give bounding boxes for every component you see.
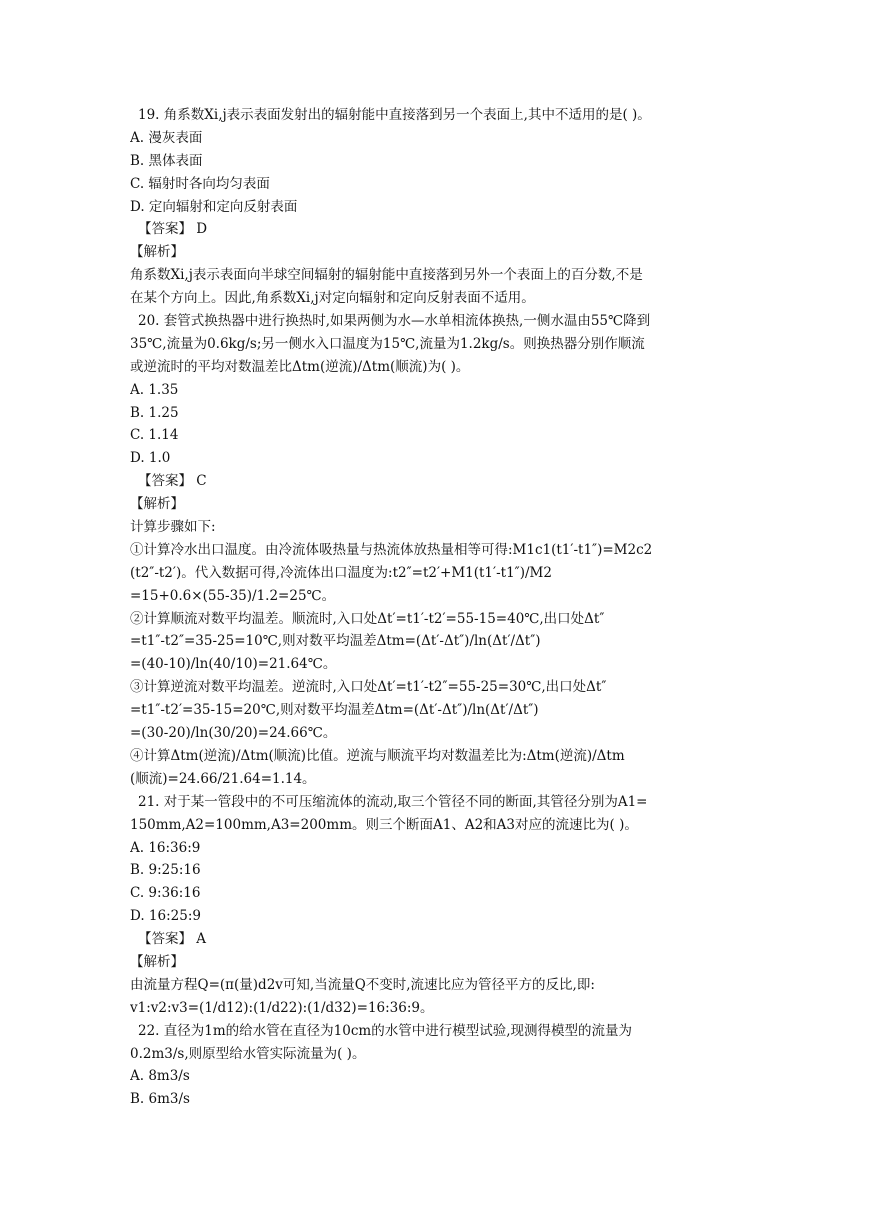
text-line: 由流量方程Q=(π(量)d2v可知,当流量Q不变时,流速比应为管径平方的反比,即: — [130, 976, 595, 993]
option-line: A. 1.35 — [130, 381, 179, 398]
text-line: 150mm,A2=100mm,A3=200mm。则三个断面A1、A2和A3对应的流速比为( )。 — [130, 816, 638, 833]
option-line: C. 辐射时各向均匀表面 — [130, 175, 270, 192]
analysis-heading: 【解析】 — [130, 953, 184, 970]
text-line: 0.2m3/s,则原型给水管实际流量为( )。 — [130, 1045, 366, 1062]
text-line: =(40-10)/ln(40/10)=21.64℃。 — [130, 656, 337, 673]
text-line: 角系数Xi,j表示表面向半球空间辐射的辐射能中直接落到另外一个表面上的百分数,不是 — [130, 267, 643, 284]
option-line: C. 1.14 — [130, 427, 179, 444]
answer-line: 【答案】 A — [138, 931, 207, 948]
answer-line: 【答案】 C — [138, 473, 207, 490]
option-line: D. 1.0 — [130, 450, 171, 467]
option-line: B. 6m3/s — [130, 1091, 190, 1108]
option-line: C. 9:36:16 — [130, 885, 201, 902]
option-line: B. 黑体表面 — [130, 152, 203, 169]
text-line: =(30-20)/ln(30/20)=24.66℃。 — [130, 725, 337, 742]
text-line: 在某个方向上。因此,角系数Xi,j对定向辐射和定向反射表面不适用。 — [130, 290, 535, 307]
question-line: 21. 对于某一管段中的不可压缩流体的流动,取三个管径不同的断面,其管径分别为A1= — [138, 793, 648, 810]
answer-line: 【答案】 D — [138, 221, 208, 238]
option-line: B. 1.25 — [130, 404, 179, 421]
text-line: =t1″-t2′=35-15=20℃,则对数平均温差Δtm=(Δt′-Δt″)/ln(Δt′/Δt″) — [130, 702, 539, 719]
option-line: B. 9:25:16 — [130, 862, 201, 879]
text-line: (顺流)=24.66/21.64=1.14。 — [130, 770, 316, 787]
option-line: A. 8m3/s — [130, 1068, 190, 1085]
text-line: ②计算顺流对数平均温差。顺流时,入口处Δt′=t1′-t2′=55-15=40℃,出口处Δt″ — [130, 610, 605, 627]
question-line: 22. 直径为1m的给水管在直径为10cm的水管中进行模型试验,现测得模型的流量为 — [138, 1022, 632, 1039]
analysis-heading: 【解析】 — [130, 244, 184, 261]
option-line: A. 漫灰表面 — [130, 129, 203, 146]
text-line: 或逆流时的平均对数温差比Δtm(逆流)/Δtm(顺流)为( )。 — [130, 358, 470, 375]
option-line: A. 16:36:9 — [130, 839, 201, 856]
document-body — [130, 104, 740, 1111]
option-line: D. 16:25:9 — [130, 908, 201, 925]
text-line: (t2″-t2′)。代入数据可得,冷流体出口温度为:t2″=t2′+M1(t1′-t1″)/M2 — [130, 564, 552, 581]
text-line: =15+0.6×(55-35)/1.2=25℃。 — [130, 587, 336, 604]
option-line: D. 定向辐射和定向反射表面 — [130, 198, 298, 215]
text-line: ①计算冷水出口温度。由冷流体吸热量与热流体放热量相等可得:M1c1(t1′-t1″)=M2c2 — [130, 541, 653, 558]
text-line: 35℃,流量为0.6kg/s;另一侧水入口温度为15℃,流量为1.2kg/s。则换热器分别作顺流 — [130, 335, 645, 352]
text-line: ③计算逆流对数平均温差。逆流时,入口处Δt′=t1′-t2″=55-25=30℃,出口处Δt″ — [130, 679, 607, 696]
analysis-heading: 【解析】 — [130, 496, 184, 513]
question-line: 19. 角系数Xi,j表示表面发射出的辐射能中直接落到另一个表面上,其中不适用的是( )。 — [138, 107, 651, 123]
text-line: =t1″-t2″=35-25=10℃,则对数平均温差Δtm=(Δt′-Δt″)/ln(Δt′/Δt″) — [130, 633, 541, 650]
text-line: 计算步骤如下: — [130, 519, 216, 536]
text-line: v1:v2:v3=(1/d12):(1/d22):(1/d32)=16:36:9。 — [130, 999, 434, 1016]
text-line: ④计算Δtm(逆流)/Δtm(顺流)比值。逆流与顺流平均对数温差比为:Δtm(逆流)/Δtm — [130, 747, 625, 764]
question-line: 20. 套管式换热器中进行换热时,如果两侧为水—水单相流体换热,一侧水温由55℃降到 — [138, 313, 651, 330]
